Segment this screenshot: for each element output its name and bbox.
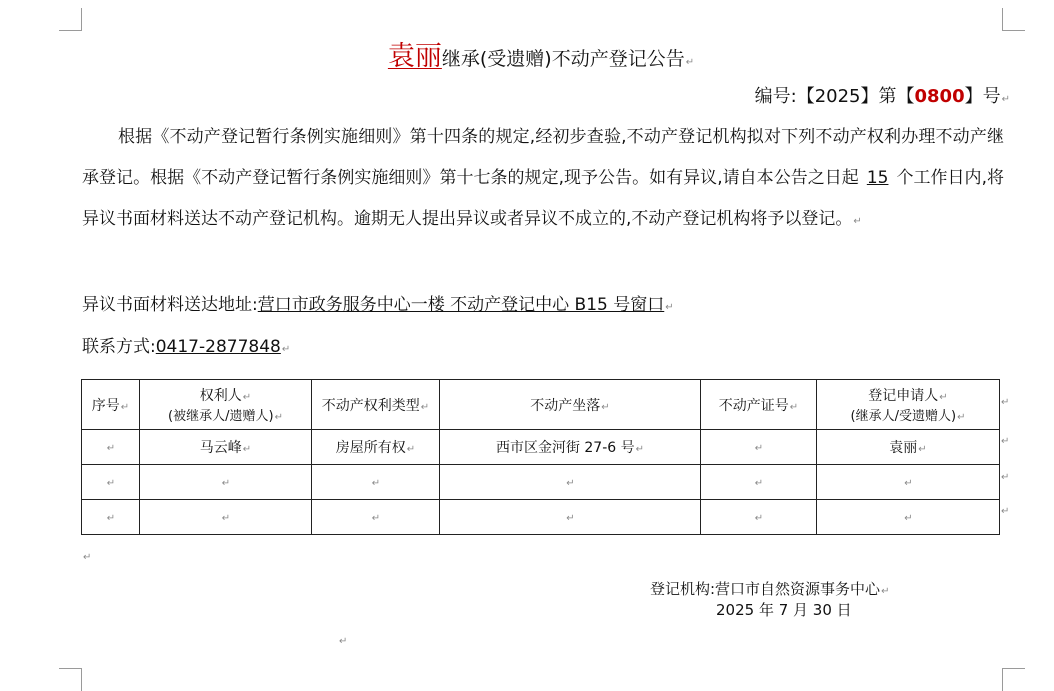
paragraph-mark-icon: ↵ [665, 302, 674, 313]
body-text-part-1: 根据《不动产登记暂行条例实施细则》第十四条的规定,经初步查验,不动产登记机构拟对下列不动产权利办理不动产继承登记。根据《不动产登记暂行条例实施细则》第十七条的规定,现予公告。如有异议,请自本公告之日起 [82, 127, 1004, 188]
cell-cert-no: ↵ [701, 430, 817, 465]
cell-holder: 马云峰↵ [140, 430, 312, 465]
applicant-name-highlight: 袁丽 [387, 41, 442, 72]
crop-mark-top-right [1002, 8, 1025, 31]
cell-seq: ↵ [82, 500, 140, 535]
cell-holder: ↵ [140, 500, 312, 535]
table-row [82, 500, 1000, 535]
paragraph-mark-icon: ↵ [1001, 94, 1010, 105]
cell-location: ↵ [440, 500, 701, 535]
cell-seq: ↵ [82, 465, 140, 500]
address-label: 异议书面材料送达地址: [82, 295, 258, 315]
row-end-mark-icon: ↵ [1001, 472, 1010, 483]
contact-phone: 0417-2877848 [155, 337, 281, 357]
row-end-mark-icon: ↵ [1001, 436, 1010, 447]
header-seq: 序号↵ [82, 380, 140, 430]
cell-right-type: ↵ [312, 465, 440, 500]
paragraph-mark-icon: ↵ [685, 57, 695, 68]
cell-holder: ↵ [140, 465, 312, 500]
header-cert-no: 不动产证号↵ [701, 380, 817, 430]
notice-body-paragraph [82, 117, 1004, 242]
document-number [755, 82, 1010, 108]
notice-date: 2025 年 7 月 30 日 [716, 601, 852, 619]
table-row [82, 430, 1000, 465]
cell-right-type: 房屋所有权↵ [312, 430, 440, 465]
property-table [81, 379, 1000, 535]
crop-mark-bottom-right [1002, 668, 1025, 691]
paragraph-mark-icon: ↵ [83, 552, 92, 563]
doc-number-suffix: 】号 [964, 86, 1001, 107]
body-text-part-2: 个工作日内,将异议书面材料送达不动产登记机构。逾期无人提出异议或者异议不成立的,不动产登记机构将予以登记。 [82, 168, 1005, 229]
cell-right-type: ↵ [312, 500, 440, 535]
header-applicant: 登记申请人↵ (继承人/受遗赠人)↵ [817, 380, 1000, 430]
cell-seq: ↵ [82, 430, 140, 465]
paragraph-mark-icon: ↵ [281, 344, 291, 355]
crop-mark-top-left [59, 8, 82, 31]
table-header-row [82, 380, 1000, 430]
notice-title-text: 继承(受遗赠)不动产登记公告 [441, 48, 685, 70]
paragraph-mark-icon: ↵ [339, 636, 348, 647]
doc-number-prefix: 编号:【2025】第【 [754, 86, 915, 107]
cell-location: 西市区金河街 27-6 号↵ [440, 430, 701, 465]
cell-cert-no: ↵ [701, 465, 817, 500]
cell-applicant: ↵ [817, 500, 1000, 535]
row-end-mark-icon: ↵ [1001, 506, 1010, 517]
contact-line [82, 332, 290, 357]
registration-agency: 登记机构:营口市自然资源事务中心↵ [650, 580, 890, 598]
notice-title [0, 34, 1054, 73]
header-holder: 权利人↵ (被继承人/遗赠人)↵ [140, 380, 312, 430]
cell-applicant: ↵ [817, 465, 1000, 500]
header-location: 不动产坐落↵ [440, 380, 701, 430]
cell-applicant: 袁丽↵ [817, 430, 1000, 465]
objection-address-line [82, 290, 674, 315]
header-right-type: 不动产权利类型↵ [312, 380, 440, 430]
cell-cert-no: ↵ [701, 500, 817, 535]
paragraph-mark-icon: ↵ [853, 216, 862, 227]
row-end-mark-icon: ↵ [1001, 397, 1010, 408]
crop-mark-bottom-left [59, 668, 82, 691]
address-value: 营口市政务服务中心一楼 不动产登记中心 B15 号窗口 [257, 295, 665, 315]
objection-days: 15 [866, 168, 889, 188]
doc-number-value: 0800 [914, 86, 965, 107]
contact-label: 联系方式: [82, 337, 156, 357]
table-row [82, 465, 1000, 500]
cell-location: ↵ [440, 465, 701, 500]
